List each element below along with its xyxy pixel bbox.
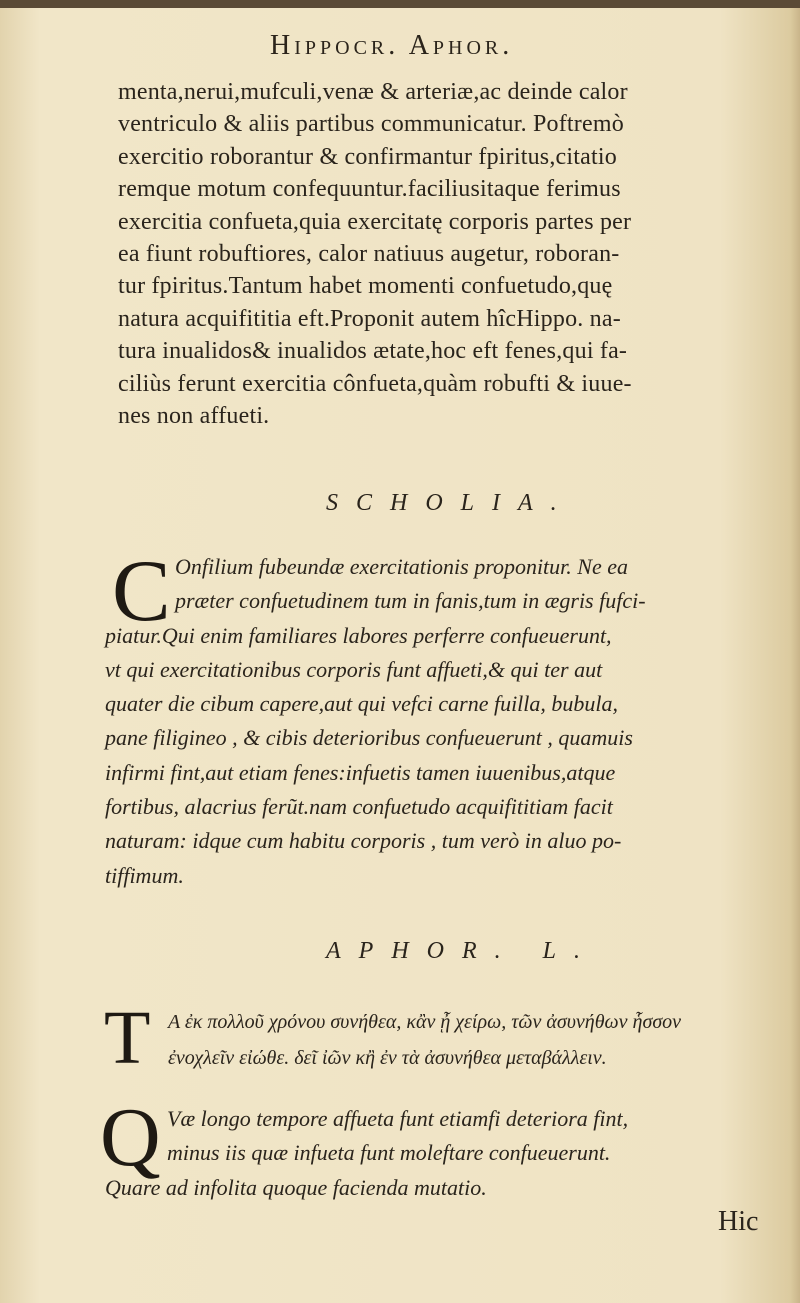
text-line: infirmi fint,aut etiam fenes:infuetis tamen iuuenibus,atque [105, 759, 616, 785]
latin-aphorism [105, 1102, 785, 1205]
latin-drop-cap: Q [100, 1091, 161, 1184]
scholia-text [105, 543, 785, 893]
text-line: ea fiunt robuftiores, calor natiuus augetur, roboran- [118, 241, 620, 268]
greek-drop-cap: T [104, 996, 151, 1080]
text-line: fortibus, alacrius ferũt.nam confuetudo acquifititiam facit [105, 794, 613, 820]
text-line: A ἐκ πολλοῦ χρόνου συνήθεα, κἂν ᾖ χείρω, τῶν ἀσυνήθων ἧσσον [168, 1011, 682, 1033]
text-line: ventriculo & aliis partibus communicatur. Poftremò [118, 111, 624, 138]
running-head: Hippocr. Aphor. [270, 30, 514, 61]
text-line: tura inualidos& inualidos ætate,hoc eft fenes,qui fa- [118, 338, 628, 365]
aphorism-heading: APHOR. L. [326, 938, 598, 964]
text-line: præter confuetudinem tum in fanis,tum in ægris fufci- [175, 588, 646, 614]
scholia-heading: SCHOLIA. [326, 490, 575, 516]
text-line: Quare ad infolita quoque facienda mutatio. [105, 1174, 487, 1200]
commentary-text [118, 76, 790, 432]
text-line: naturam: idque cum habitu corporis , tum verò in aluo po- [105, 828, 622, 854]
text-line: Onfilium fubeundæ exercitationis proponitur. Ne ea [175, 554, 628, 579]
text-line: nes non affueti. [118, 403, 270, 430]
text-line: minus iis quæ infueta funt moleftare confueuerunt. [167, 1140, 611, 1166]
text-line: tiffimum. [105, 862, 184, 888]
text-line: vt qui exercitationibus corporis funt affueti,& qui ter aut [105, 656, 603, 682]
catchword: Hic [718, 1206, 759, 1237]
text-line: remque motum confequuntur.faciliusitaque ferimus [118, 176, 621, 203]
text-line: exercitia confueta,quia exercitatę corporis partes per [118, 208, 632, 235]
text-line: ciliùs ferunt exercitia cônfueta,quàm robufti & iuue- [118, 370, 632, 397]
text-line: exercitio roborantur & confirmantur fpiritus,citatio [118, 143, 617, 170]
text-line: piatur.Qui enim familiares labores perferre confueuerunt, [105, 622, 612, 648]
text-line: quater die cibum capere,aut qui vefci carne fuilla, bubula, [105, 691, 619, 717]
text-line: tur fpiritus.Tantum habet momenti confuetudo,quę [118, 273, 613, 300]
text-line: natura acquifititia eft.Proponit autem hîcHippo. na- [118, 305, 621, 332]
greek-aphorism [168, 1004, 788, 1076]
page-top-edge [0, 0, 800, 8]
text-line: menta,nerui,mufculi,venæ & arteriæ,ac deinde calor [118, 79, 628, 105]
scholia-drop-cap: C [112, 543, 171, 640]
text-line: ἐνοχλεῖν εἰώθε. δεῖ ἰῶν κἢ ἐν τὰ ἀσυνήθεα μεταβάλλειν. [168, 1047, 607, 1069]
text-line: Væ longo tempore affueta funt etiamfi deteriora fint, [167, 1106, 629, 1131]
text-line: pane filigineo , & cibis deterioribus confueuerunt , quamuis [105, 725, 633, 751]
